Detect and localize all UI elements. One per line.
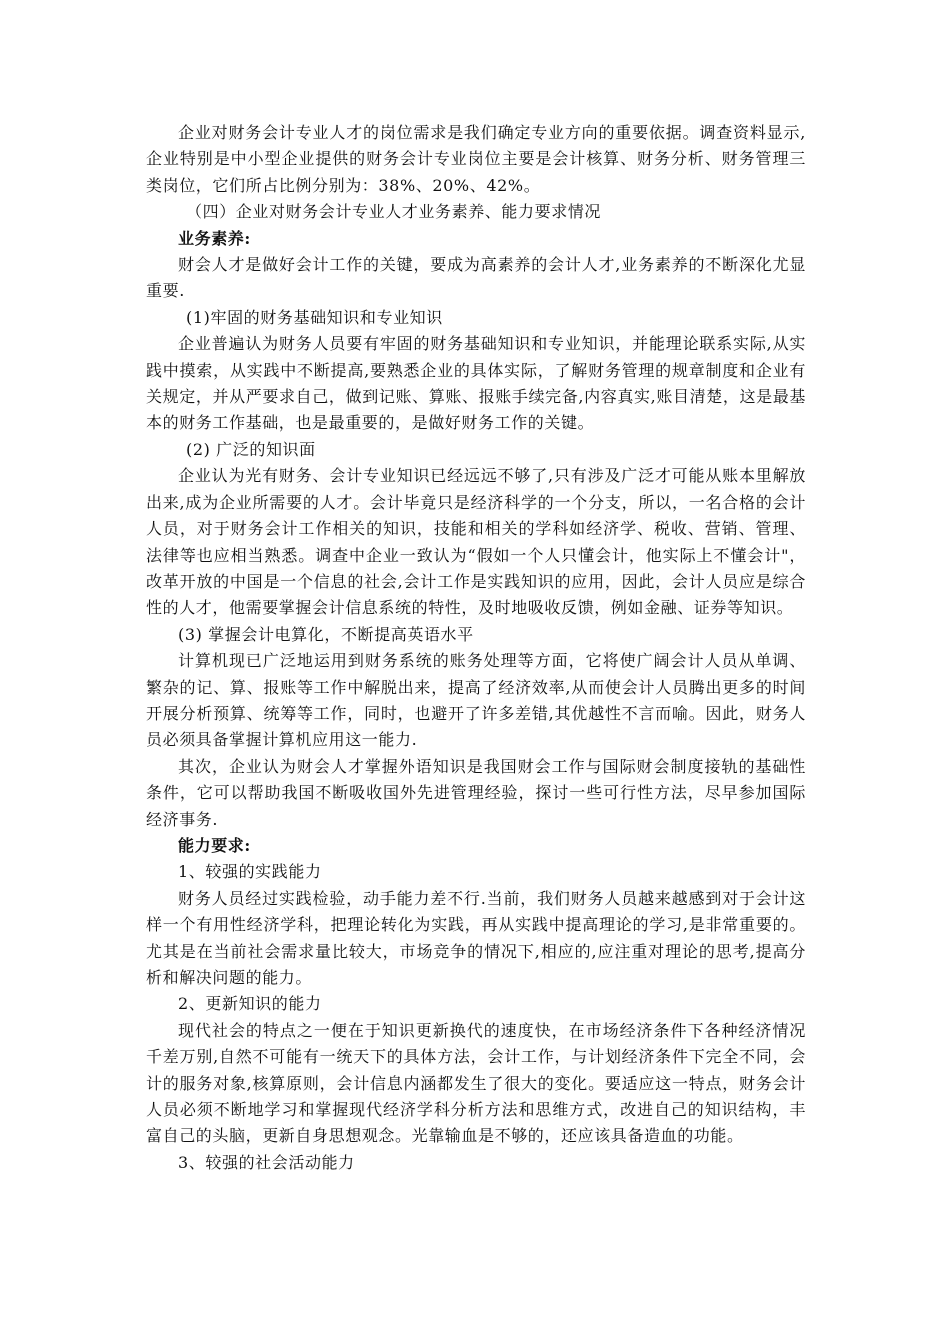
paragraph-item-1: 企业普遍认为财务人员要有牢固的财务基础知识和专业知识，并能理论联系实际,从实践中摸索，从实践中不断提高,要熟悉企业的具体实际，了解财务管理的规章制度和企业有关规定，并从严要求自己，做到记账、算账、报账手续完备,内容真实,账目清楚，这是最基本的财务工作基础，也是最重要的，是做好财务工作的关键。 bbox=[146, 334, 806, 433]
paragraph-ability-2: 现代社会的特点之一便在于知识更新换代的速度快，在市场经济条件下各种经济情况千差万别,自然不可能有一统天下的具体方法，会计工作，与计划经济条件下完全不同，会计的服务对象,核算原则，会计信息内涵都发生了很大的变化。要适应这一特点，财务会计人员必须不断地学习和掌握现代经济学科分析方法和思维方式，改进自己的知识结构，丰富自己的头脑，更新自身思想观念。光靠输血是不够的，还应该具备造血的功能。 bbox=[146, 1020, 806, 1146]
ability-heading-1: 1、较强的实践能力 bbox=[178, 862, 322, 882]
ability-heading-3: 3、较强的社会活动能力 bbox=[178, 1152, 355, 1172]
item-heading-3: (3) 掌握会计电算化，不断提高英语水平 bbox=[178, 624, 474, 644]
paragraph-item-2: 企业认为光有财务、会计专业知识已经远远不够了,只有涉及广泛才可能从账本里解放出来,成为企业所需要的人才。会计毕竟只是经济科学的一个分支，所以，一名合格的会计人员，对于财务会计工作相关的知识，技能和相关的学科如经济学、税收、营销、管理、法律等也应相当熟悉。调查中企业一致认为“假如一个人只懂会计，他实际上不懂会计"，改革开放的中国是一个信息的社会,会计工作是实践知识的应用，因此，会计人员应是综合性的人才，他需要掌握会计信息系统的特性，及时地吸收反馈，例如金融、证券等知识。 bbox=[146, 466, 806, 618]
section-heading-4: （四）企业对财务会计专业人才业务素养、能力要求情况 bbox=[186, 202, 602, 222]
subheading-ability-requirements: 能力要求: bbox=[178, 835, 251, 855]
paragraph-business-quality-intro: 财会人才是做好会计工作的关键，要成为高素养的会计人才,业务素养的不断深化尤显重要. bbox=[146, 255, 806, 301]
paragraph-item-3: 计算机现已广泛地运用到财务系统的账务处理等方面，它将使广阔会计人员从单调、繁杂的记、算、报账等工作中解脱出来，提高了经济效率,从而使会计人员腾出更多的时间开展分析预算、统筹等工作，同时，也避开了许多差错,其优越性不言而喻。因此，财务人员必须具备掌握计算机应用这一能力. bbox=[146, 651, 806, 750]
item-heading-1: (1)牢固的财务基础知识和专业知识 bbox=[186, 307, 443, 327]
subheading-business-quality: 业务素养: bbox=[178, 228, 251, 248]
document-body bbox=[146, 120, 806, 1176]
ability-heading-2: 2、更新知识的能力 bbox=[178, 994, 322, 1014]
paragraph-ability-1: 财务人员经过实践检验，动手能力差不行.当前，我们财务人员越来越感到对于会计这样一个有用性经济学科，把理论转化为实践，再从实践中提高理论的学习,是非常重要的。尤其是在当前社会需求量比较大，市场竞争的情况下,相应的,应注重对理论的思考,提高分析和解决问题的能力。 bbox=[146, 888, 806, 987]
paragraph-job-demand: 企业对财务会计专业人才的岗位需求是我们确定专业方向的重要依据。调查资料显示,企业特别是中小型企业提供的财务会计专业岗位主要是会计核算、财务分析、财务管理三类岗位，它们所占比例分别为：38%、20%、42%。 bbox=[146, 123, 806, 195]
item-heading-2: (2) 广泛的知识面 bbox=[186, 439, 316, 459]
paragraph-foreign-language: 其次，企业认为财会人才掌握外语知识是我国财会工作与国际财会制度接轨的基础性条件，它可以帮助我国不断吸收国外先进管理经验，探讨一些可行性方法，尽早参加国际经济事务. bbox=[146, 756, 806, 829]
